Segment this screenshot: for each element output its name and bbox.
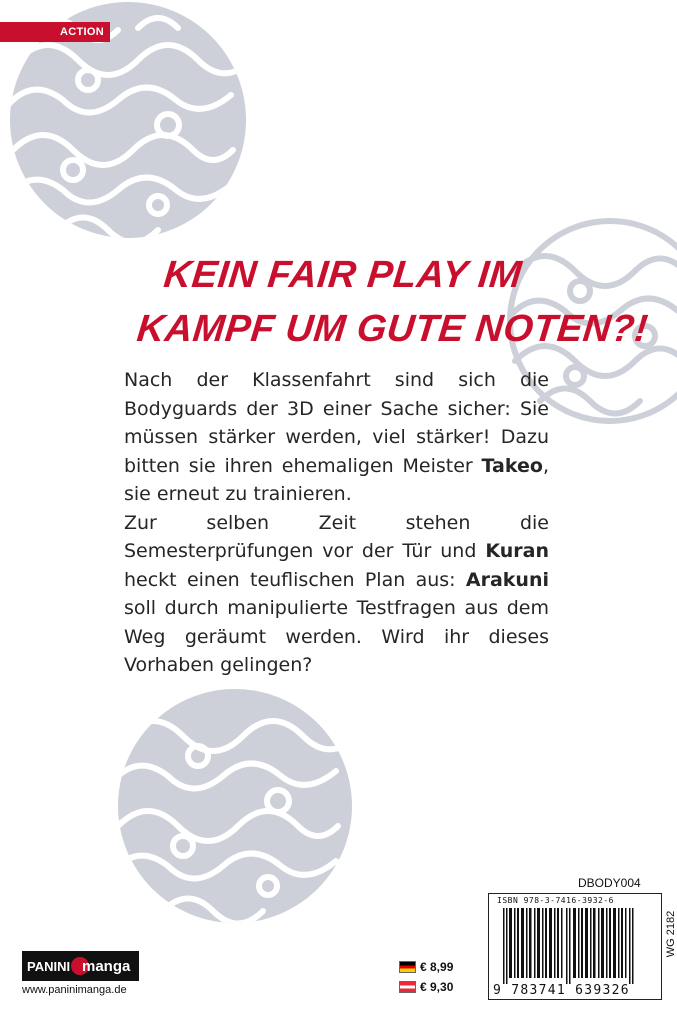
panini-manga-logo [22,951,139,981]
barcode-panel [488,893,677,1000]
publisher-website: www.paninimanga.de [22,984,127,996]
genre-label: ACTION [60,26,104,38]
synopsis-paragraph-1 [124,366,549,509]
headline-line-2: KAMPF UM GUTE NOTEN?! [134,308,651,350]
character-name-kuran: Kuran [485,540,549,562]
synopsis-text: soll durch manipulierte Testfragen aus dem Weg geräumt werden. Wird ihr dieses Vorhaben gelingen? [124,597,549,676]
synopsis-paragraph-2 [124,509,549,680]
cloud-ornament-bottom-icon [113,686,358,916]
barcode-number: 9 783741 639326 [493,983,630,998]
logo-text-panini: PANINI [27,959,71,974]
genre-badge [0,22,110,42]
character-name-takeo: Takeo [481,454,543,477]
headline-line-1: KEIN FAIR PLAY IM [161,254,524,296]
logo-text-manga: manga [82,958,131,975]
price-germany [399,960,453,974]
character-name-arakuni: Arakuni [465,568,549,591]
price-austria [399,980,453,994]
product-code: DBODY004 [578,876,641,890]
headline [134,248,651,356]
synopsis-text: Nach der Klassenfahrt sind sich die Bodyguards der 3D einer Sache sicher: Sie müssen stärker werden, viel stärker! Dazu bitten sie ihren ehemaligen Meister [124,369,549,477]
austria-flag-icon [399,981,416,993]
synopsis-text: heckt einen teuflischen Plan aus: [124,568,466,591]
synopsis [124,366,549,680]
price-value: € 8,99 [420,960,454,974]
barcode-icon [503,908,643,984]
germany-flag-icon [399,961,416,973]
price-value: € 9,30 [420,980,454,994]
warengruppe-code: WG 2182 [665,910,677,958]
synopsis-text: Zur selben Zeit stehen die Semesterprüfungen vor der Tür und [124,511,549,562]
isbn-label: ISBN 978-3-7416-3932-6 [497,896,614,905]
synopsis-text: , sie erneut zu trainieren. [124,454,549,505]
